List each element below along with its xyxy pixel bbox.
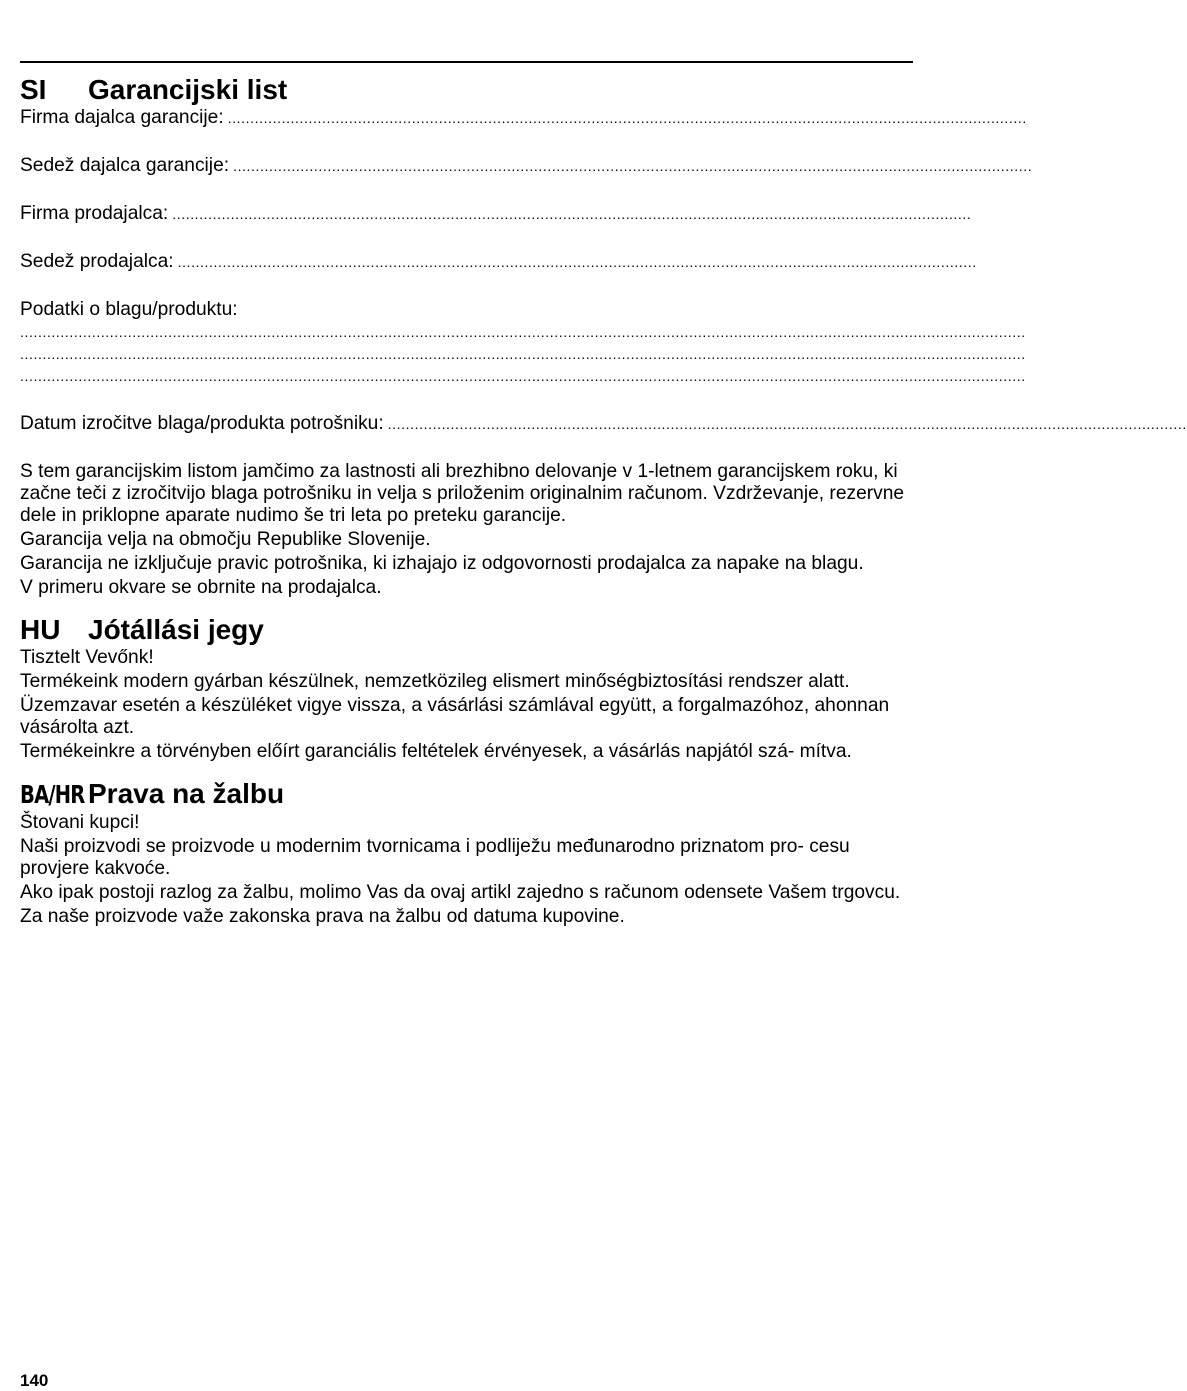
- section-heading-bahr: [20, 777, 910, 812]
- section-heading-si: [20, 73, 910, 107]
- fill-line: ..................................................................................................................................................................................: [177, 254, 977, 270]
- fill-line: ..................................................................................................................................................................................: [233, 158, 1033, 174]
- fill-line: ................................................................................................................................................................................................................................: [20, 368, 1026, 384]
- paragraph: Naši proizvodi se proizvode u modernim tvornicama i podliježu međunarodno priznatom pro- cesu provjere kakvoće.: [20, 836, 850, 879]
- paragraph: Üzemzavar esetén a készüléket vigye vissza, a vásárlási számlával együtt, a forgalmazóhoz, ahonnan vásárolta azt.: [20, 695, 890, 738]
- field-delivery-date: Datum izročitve blaga/produkta potrošniku: ..................................................................................................................................................................................: [20, 413, 1187, 434]
- fill-line: ................................................................................................................................................................................................................................: [20, 324, 1026, 340]
- top-rule: [20, 61, 913, 63]
- paragraph: Garancija velja na območju Republike Slovenije.: [20, 529, 431, 550]
- page-number: 140: [20, 1371, 49, 1390]
- fill-line: ................................................................................................................................................................................................................................: [20, 346, 1026, 362]
- field-issuer-company: Firma dajalca garancije: ..................................................................................................................................................................................: [20, 107, 1027, 128]
- language-code-bahr: BA/HR: [20, 780, 85, 809]
- section-title-hu: Jótállási jegy: [88, 614, 264, 645]
- paragraph: Garancija ne izključuje pravic potrošnika, ki izhajajo iz odgovornosti prodajalca za napake na blagu.: [20, 553, 864, 574]
- field-product-data: Podatki o blagu/produktu:: [20, 299, 238, 320]
- section-title-si: Garancijski list: [88, 74, 288, 105]
- paragraph: V primeru okvare se obrnite na prodajalca.: [20, 577, 382, 598]
- fill-line: ..................................................................................................................................................................................: [227, 110, 1027, 126]
- section-heading-hu: [20, 613, 910, 647]
- paragraph: Termékeinkre a törvényben előírt garanciális feltételek érvényesek, a vásárlás napjától szá- mítva.: [20, 741, 852, 762]
- fill-line: ..................................................................................................................................................................................: [172, 206, 972, 222]
- field-issuer-seat: Sedež dajalca garancije: ..................................................................................................................................................................................: [20, 155, 1033, 176]
- paragraph: Za naše proizvode važe zakonska prava na žalbu od datuma kupovine.: [20, 906, 625, 927]
- field-seller-company: Firma prodajalca: ..................................................................................................................................................................................: [20, 203, 972, 224]
- field-seller-seat: Sedež prodajalca: ..................................................................................................................................................................................: [20, 251, 977, 272]
- fill-line: ..................................................................................................................................................................................: [387, 416, 1187, 432]
- paragraph: S tem garancijskim listom jamčimo za lastnosti ali brezhibno delovanje v 1-letnem garancijskem roku, ki začne teči z izročitvijo blaga potrošniku in velja s priloženim originalnim računom. Vzdrževanje, rezervne dele in priklopne aparate nudimo še tri leta po preteku garancije.: [20, 461, 905, 526]
- page-content: [20, 73, 1187, 930]
- paragraph: Štovani kupci!: [20, 812, 140, 833]
- language-code-si: SI: [20, 74, 47, 105]
- section-title-bahr: Prava na žalbu: [88, 778, 285, 809]
- paragraph: Ako ipak postoji razlog za žalbu, molimo Vas da ovaj artikl zajedno s računom odensete Vašem trgovcu.: [20, 882, 901, 903]
- paragraph: Tisztelt Vevőnk!: [20, 647, 154, 668]
- paragraph: Termékeink modern gyárban készülnek, nemzetközileg elismert minőségbiztosítási rendszer alatt.: [20, 671, 850, 692]
- language-code-hu: HU: [20, 614, 61, 645]
